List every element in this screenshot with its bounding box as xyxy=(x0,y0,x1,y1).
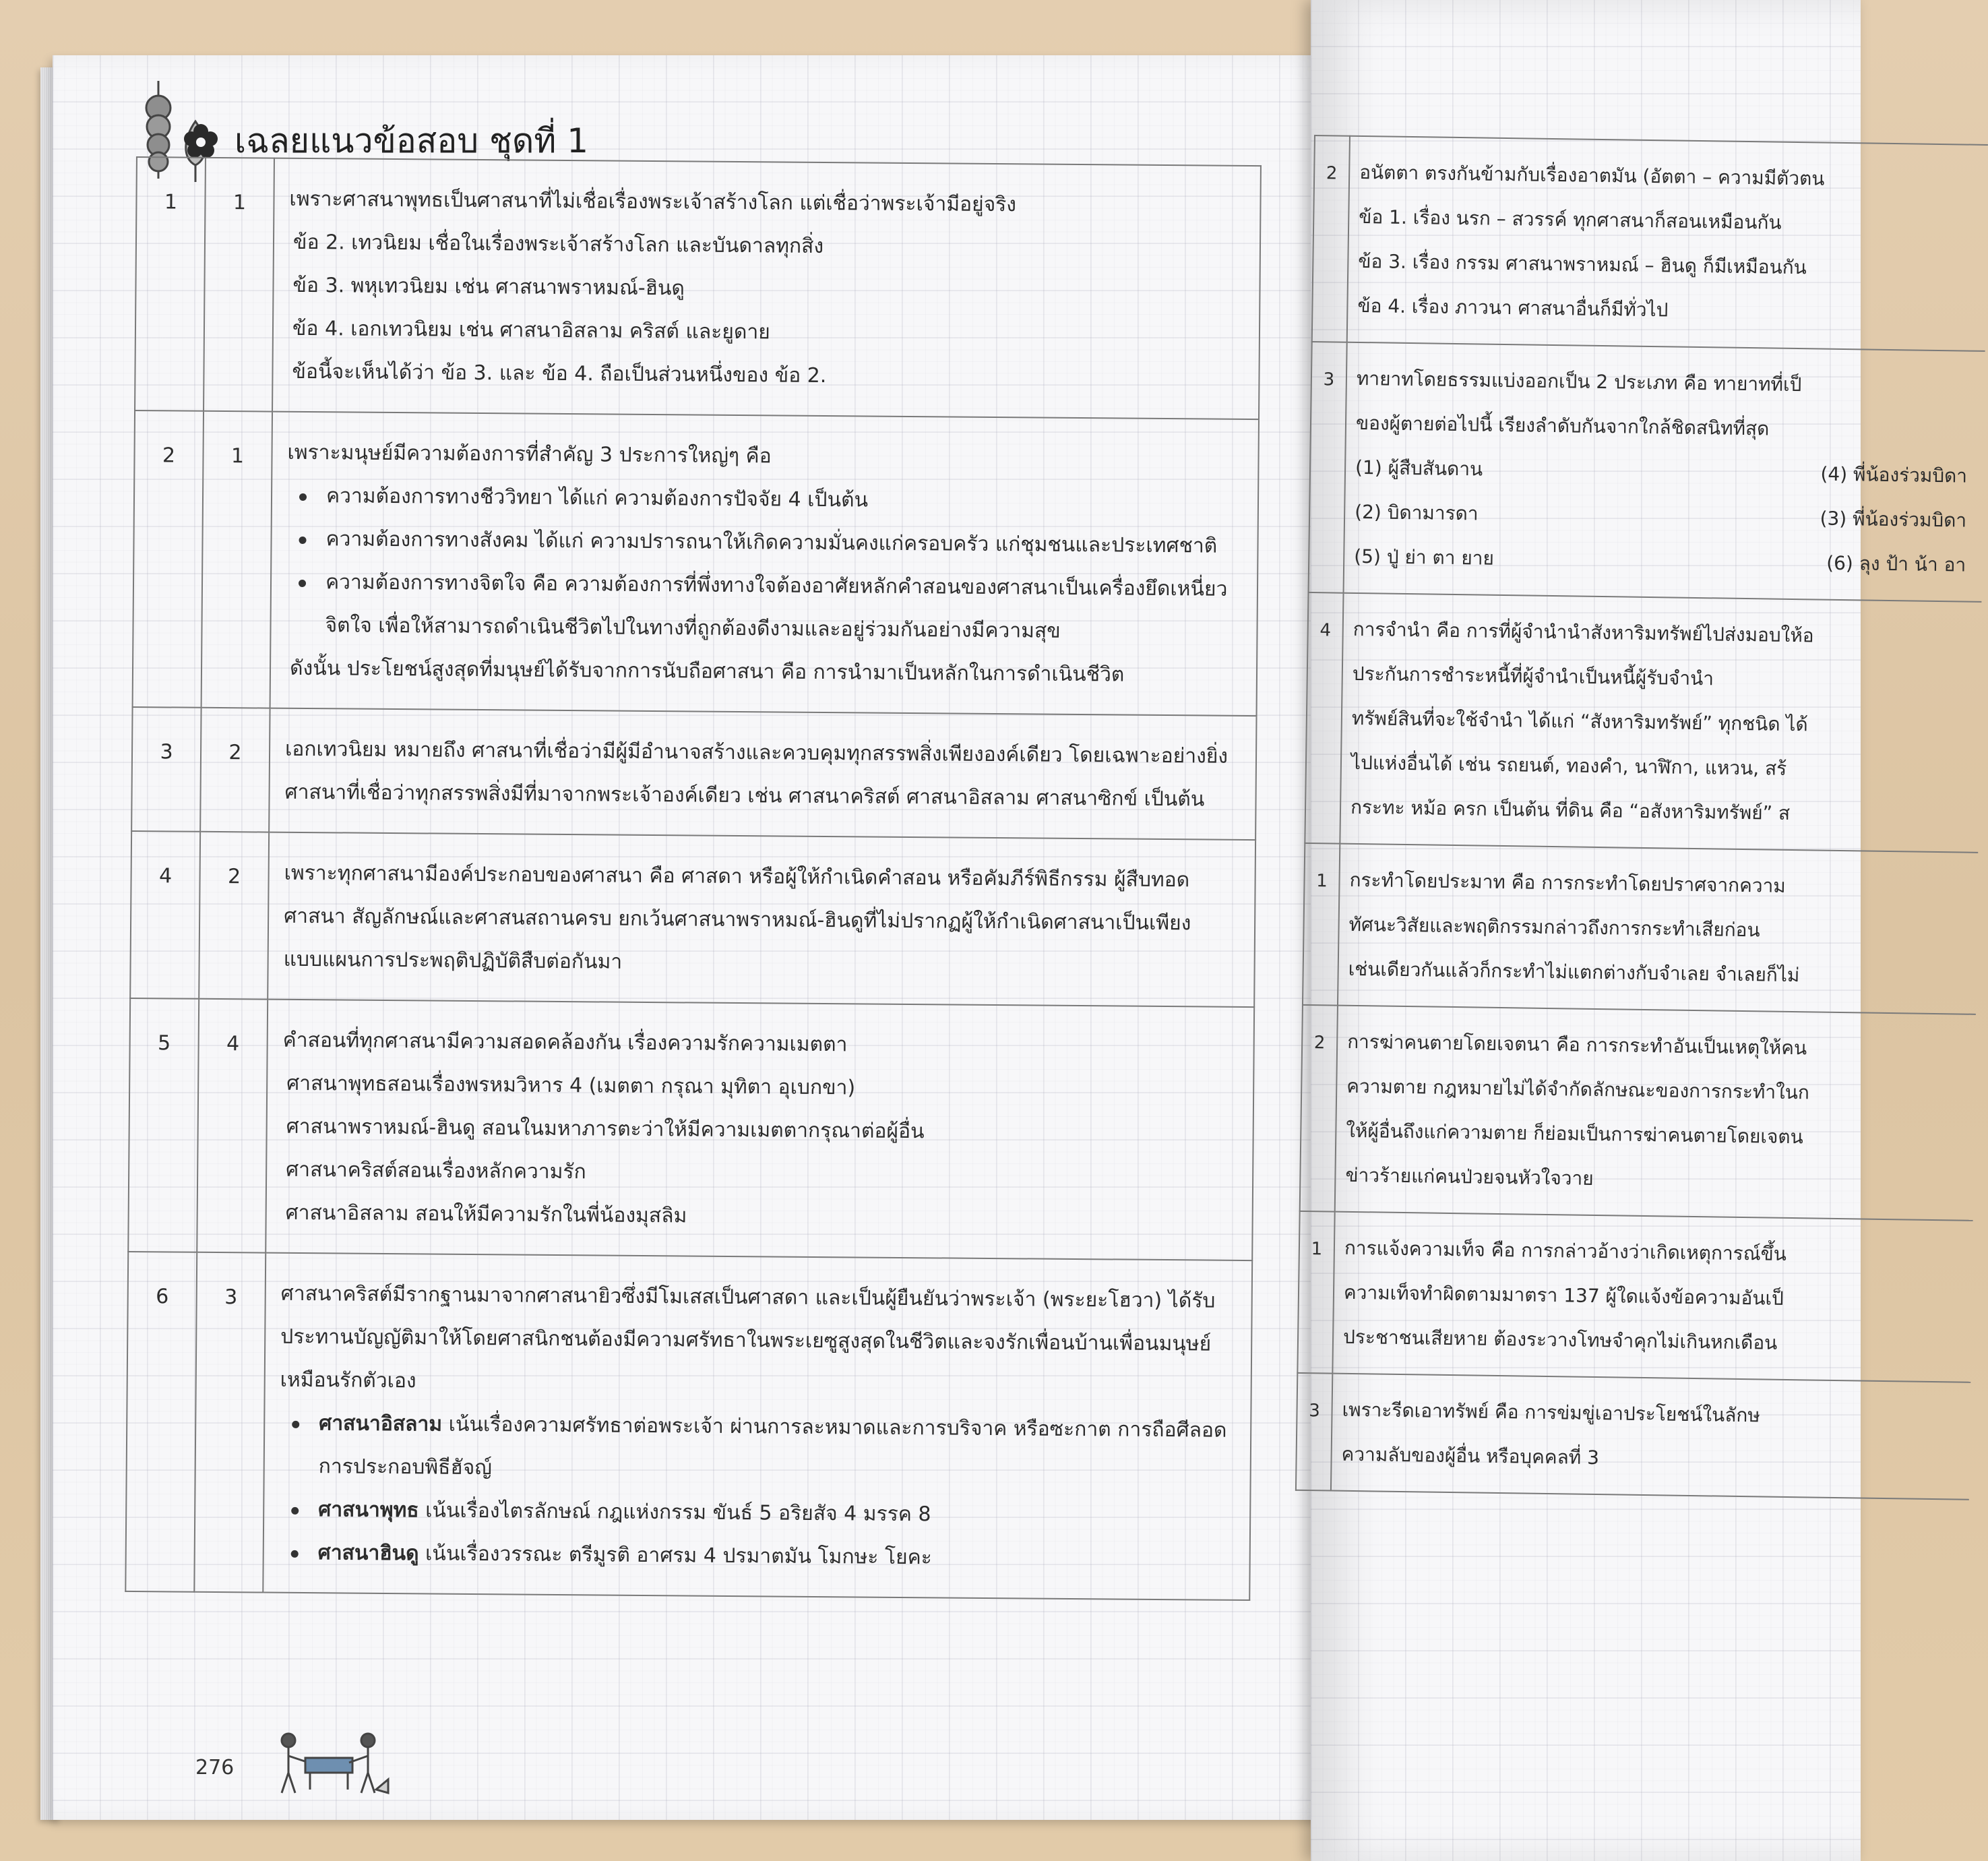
explanation-line: คำสอนที่ทุกศาสนามีความสอดคล้องกัน เรื่องความรักความเมตตา xyxy=(282,1028,848,1057)
bullet-list xyxy=(286,475,1243,654)
answer-choice: 1 xyxy=(201,411,272,708)
explanation xyxy=(266,1000,1254,1260)
explanation xyxy=(272,158,1261,419)
answer-choice: 3 xyxy=(194,1252,266,1593)
heir-item: (4) พี่น้องร่วมบิดา xyxy=(1820,462,1968,487)
table-row xyxy=(1312,135,1988,351)
answer-choice: 2 xyxy=(1312,135,1350,342)
bullet-item: ความต้องการทางสังคม ได้แก่ ความปรารถนาให้เกิดความมั่นคงแก่ครอบครัว แก่ชุมชนและประเทศชาติ xyxy=(293,518,1242,568)
explanation-line: ข้อ 2. เทวนิยม เชื่อในเรื่องพระเจ้าสร้างโลก และบันดาลทุกสิ่ง xyxy=(292,230,824,259)
explanation-line: เพราะมนุษย์มีความต้องการที่สำคัญ 3 ประการใหญ่ๆ คือ xyxy=(287,440,772,468)
table-row xyxy=(131,707,1256,840)
explanation-line: อนัตตา ตรงกันข้ามกับเรื่องอาตมัน (อัตตา – ความมีตัวตน xyxy=(1359,160,1825,190)
bullet-item: ความต้องการทางจิตใจ คือ ความต้องการที่พึ่งทางใจต้องอาศัยหลักคำสอนของศาสนาเป็นเครื่องยึดเหนี่ยวจิตใจ เพื่อให้สามารถดำเนินชีวิตไปในทางที่ถูกต้องดีงามและอยู่ร่วมกันอย่างมีความสุข xyxy=(292,561,1242,654)
table-row xyxy=(1303,843,1978,1014)
heir-item: (2) บิดามารดา xyxy=(1354,500,1479,525)
answer-choice: 3 xyxy=(1296,1373,1332,1491)
explanation-line: กระทำโดยประมาท คือ การกระทำโดยปราศจากความ xyxy=(1349,868,1787,897)
explanation-line: ให้ผู้อื่นถึงแก่ความตาย ก็ย่อมเป็นการฆ่าคนตายโดยเจตน xyxy=(1346,1119,1803,1149)
bullet-text: เน้นเรื่องไตรลักษณ์ กฎแห่งกรรม ขันธ์ 5 อริยสัจ 4 มรรค 8 xyxy=(418,1498,931,1527)
question-number: 3 xyxy=(131,707,201,832)
explanation-line: ศาสนาอิสลาม สอนให้มีความรักในพี่น้องมุสลิม xyxy=(285,1200,687,1228)
explanation-line: ศาสนาพุทธสอนเรื่องพรหมวิหาร 4 (เมตตา กรุณา มุทิตา อุเบกขา) xyxy=(286,1071,856,1100)
explanation-line: ทัศนะวิสัยและพฤติกรรมกล่าวถึงการกระทำเสียก่อน xyxy=(1348,913,1760,942)
answer-choice: 1 xyxy=(1297,1211,1334,1374)
answer-choice: 2 xyxy=(1300,1005,1338,1212)
explanation-line: เพราะทุกศาสนามีองค์ประกอบของศาสนา คือ ศาสดา หรือผู้ให้กำเนิดคำสอน หรือคัมภีร์พิธีกรรม ผู้สืบทอดศาสนา สัญลักษณ์และศาสนสถานครบ ยกเว้นศาสนาพราหมณ์-ฮินดูที่ไม่ปรากฏผู้ให้กำเนิดศาสนาเป็นเพียงแบบแผนการประพฤติปฏิบัติสืบต่อกันมา xyxy=(283,861,1191,974)
explanation-line: ข่าวร้ายแก่คนป่วยจนหัวใจวาย xyxy=(1345,1163,1594,1190)
explanation-line: เช่นเดียวกันแล้วก็กระทำไม่แตกต่างกับจำเลย จำเลยก็ไม่ xyxy=(1348,957,1800,987)
explanation-line: เพราะรีดเอาทรัพย์ คือ การข่มขู่เอาประโยชน์ในลักษ xyxy=(1342,1398,1761,1427)
explanation xyxy=(268,832,1255,1007)
heirs-row xyxy=(1354,535,1973,588)
heir-item: (1) ผู้สืบสันดาน xyxy=(1355,456,1483,481)
table-row xyxy=(130,831,1255,1007)
explanation xyxy=(270,412,1259,716)
bullet-text: เน้นเรื่องวรรณะ ตรีมูรติ อาศรม 4 ปรมาตมัน โมกษะ โยคะ xyxy=(418,1542,932,1570)
explanation xyxy=(1338,844,1978,1014)
answer-choice: 4 xyxy=(197,999,268,1253)
explanation-line: ความเท็จทำผิดตามมาตรา 137 ผู้ใดแจ้งข้อความอันเป็ xyxy=(1343,1281,1784,1310)
heir-item: (5) ปู่ ย่า ตา ยาย xyxy=(1354,545,1495,570)
explanation-line: ข้อ 3. เรื่อง กรรม ศาสนาพราหมณ์ – ฮินดู ก็มีเหมือนกัน xyxy=(1358,249,1807,279)
answer-table xyxy=(125,156,1262,1601)
explanation-line: ความตาย กฎหมายไม่ได้จำกัดลักษณะของการกระทำในก xyxy=(1346,1074,1810,1104)
bullet-text: เน้นเรื่องความศรัทธาต่อพระเจ้า ผ่านการละหมาดและการบริจาค หรือซะกาต การถือศีลอด การประกอบพิธีฮัจญ์ xyxy=(318,1412,1227,1480)
flower-icon xyxy=(182,123,220,160)
table-row xyxy=(125,1252,1252,1600)
table-row xyxy=(135,157,1261,419)
explanation-line: ของผู้ตายต่อไปนี้ เรียงลำดับกันจากใกล้ชิดสนิทที่สุด xyxy=(1355,411,1770,440)
explanation-line: การแจ้งความเท็จ คือ การกล่าวอ้างว่าเกิดเหตุการณ์ขึ้น xyxy=(1344,1236,1787,1265)
page-title: เฉลยแนวข้อสอบ ชุดที่ 1 xyxy=(235,121,589,160)
explanation-line: เพราะศาสนาพุทธเป็นศาสนาที่ไม่เชื่อเรื่องพระเจ้าสร้างโลก แต่เชื่อว่าพระเจ้ามีอยู่จริง xyxy=(289,187,1017,217)
bullet-list xyxy=(278,1402,1235,1582)
page-number: 276 xyxy=(195,1756,235,1779)
explanation-line: การฆ่าคนตายโดยเจตนา คือ การกระทำอันเป็นเหตุให้คน xyxy=(1346,1030,1807,1060)
explanation xyxy=(1347,136,1988,351)
table-row xyxy=(1296,1373,1970,1500)
explanation-line: ประกันการชำระหนี้ที่ผู้จำนำเป็นหนี้ผู้รับจำนำ xyxy=(1352,662,1714,690)
explanation xyxy=(263,1253,1252,1600)
explanation-line: ทายาทโดยธรรมแบ่งออกเป็น 2 ประเภท คือ ทายาทที่เป็ xyxy=(1356,367,1802,396)
answer-choice: 4 xyxy=(1305,592,1343,844)
bullet-term: ศาสนาอิสลาม xyxy=(319,1411,443,1436)
explanation xyxy=(1344,342,1985,602)
right-answer-table xyxy=(1295,135,1988,1500)
table-row xyxy=(1305,592,1981,853)
explanation xyxy=(269,708,1256,840)
explanation-line: ศาสนาพราหมณ์-ฮินดู สอนในมหาภารตะว่าให้มีความเมตตากรุณาต่อผู้อื่น xyxy=(286,1114,925,1144)
bullet-item xyxy=(285,1531,1234,1582)
answer-choice: 2 xyxy=(200,708,270,832)
question-number: 1 xyxy=(135,157,206,411)
table-row xyxy=(1300,1005,1976,1221)
question-number: 4 xyxy=(130,831,200,999)
explanation xyxy=(1340,593,1981,853)
question-number: 6 xyxy=(125,1252,197,1592)
answer-choice: 3 xyxy=(1309,342,1347,593)
explanation-line: ข้อนี้จะเห็นได้ว่า ข้อ 3. และ ข้อ 4. ถือเป็นส่วนหนึ่งของ ข้อ 2. xyxy=(292,359,827,388)
explanation-line: การจำนำ คือ การที่ผู้จำนำนำสังหาริมทรัพย์ไปส่งมอบให้อ xyxy=(1353,617,1814,647)
table-row xyxy=(128,998,1254,1260)
explanation-line: ประชาชนเสียหาย ต้องระวางโทษจำคุกไม่เกินหกเดือน xyxy=(1342,1325,1778,1354)
heir-item: (3) พี่น้องร่วมบิดา xyxy=(1820,507,1967,532)
explanation-line: ข้อ 4. เรื่อง ภาวนา ศาสนาอื่นก็มีทั่วไป xyxy=(1357,294,1669,322)
bullet-item: ความต้องการทางชีววิทยา ได้แก่ ความต้องการปัจจัย 4 เป็นต้น xyxy=(294,475,1243,525)
explanation-line: ศาสนาคริสต์สอนเรื่องหลักความรัก xyxy=(286,1157,586,1184)
explanation-line: ข้อ 4. เอกเทวนิยม เช่น ศาสนาอิสลาม คริสต์ และยูดาย xyxy=(292,316,770,344)
explanation-line: กระทะ หม้อ ครก เป็นต้น ที่ดิน คือ “อสังหาริมทรัพย์” ส xyxy=(1350,795,1791,824)
bullet-term: ศาสนาพุทธ xyxy=(318,1498,419,1523)
bullet-term: ศาสนาฮินดู xyxy=(317,1541,419,1566)
answer-choice: 1 xyxy=(1303,843,1340,1006)
explanation xyxy=(1331,1374,1970,1500)
explanation-line: ศาสนาคริสต์มีรากฐานมาจากศาสนายิวซึ่งมีโมเสสเป็นศาสดา และเป็นผู้ยืนยันว่าพระเจ้า (พระยะโฮวา) ได้รับประทานบัญญัติมาให้โดยศาสนิกชนต้องมีความศรัทธาในพระเยซูสูงสุดในชีวิตและจงรักเพื่อนบ้านเพื่อนมนุษย์เหมือนรักตัวเอง xyxy=(280,1281,1216,1393)
explanation xyxy=(1335,1006,1976,1221)
question-number: 2 xyxy=(133,410,204,708)
explanation-line: ข้อ 3. พหุเทวนิยม เช่น ศาสนาพราหมณ์-ฮินดู xyxy=(292,273,685,301)
explanation-line: ทรัพย์สินที่จะใช้จำนำ ได้แก่ “สังหาริมทรัพย์” ทุกชนิด ได้ xyxy=(1351,706,1808,736)
heir-item: (6) ลุง ป้า น้า อา xyxy=(1826,551,1966,576)
answer-choice: 1 xyxy=(204,158,274,412)
table-row xyxy=(1309,342,1985,602)
explanation-line: เอกเทวนิยม หมายถึง ศาสนาที่เชื่อว่ามีผู้มีอำนาจสร้างและควบคุมทุกสรรพสิ่งเพียงองค์เดียว โดยเฉพาะอย่างยิ่งศาสนาที่เชื่อว่าทุกสรรพสิ่งมีที่มาจากพระเจ้าองค์เดียว เช่น ศาสนาคริสต์ ศาสนาอิสลาม ศาสนาซิกข์ เป็นต้น xyxy=(284,737,1229,812)
bullet-item xyxy=(286,1402,1235,1496)
table-row xyxy=(133,410,1259,716)
table-row xyxy=(1297,1211,1973,1382)
explanation-line: ไปแห่งอื่นได้ เช่น รถยนต์, ทองคำ, นาฬิกา, แหวน, สร้ xyxy=(1350,751,1787,780)
answer-choice: 2 xyxy=(199,832,269,1000)
explanation-line: ความลับของผู้อื่น หรือบุคคลที่ 3 xyxy=(1341,1442,1600,1469)
people-carrying-table-illustration xyxy=(268,1726,390,1800)
bullet-item xyxy=(286,1488,1235,1539)
explanation-line: ดังนั้น ประโยชน์สูงสุดที่มนุษย์ได้รับจากการนับถือศาสนา คือ การนำมาเป็นหลักในการดำเนินชีวิต xyxy=(289,656,1125,687)
explanation-line: ข้อ 1. เรื่อง นรก – สวรรค์ ทุกศาสนาก็สอนเหมือนกัน xyxy=(1359,205,1782,234)
question-number: 5 xyxy=(128,998,199,1252)
explanation xyxy=(1332,1212,1973,1382)
